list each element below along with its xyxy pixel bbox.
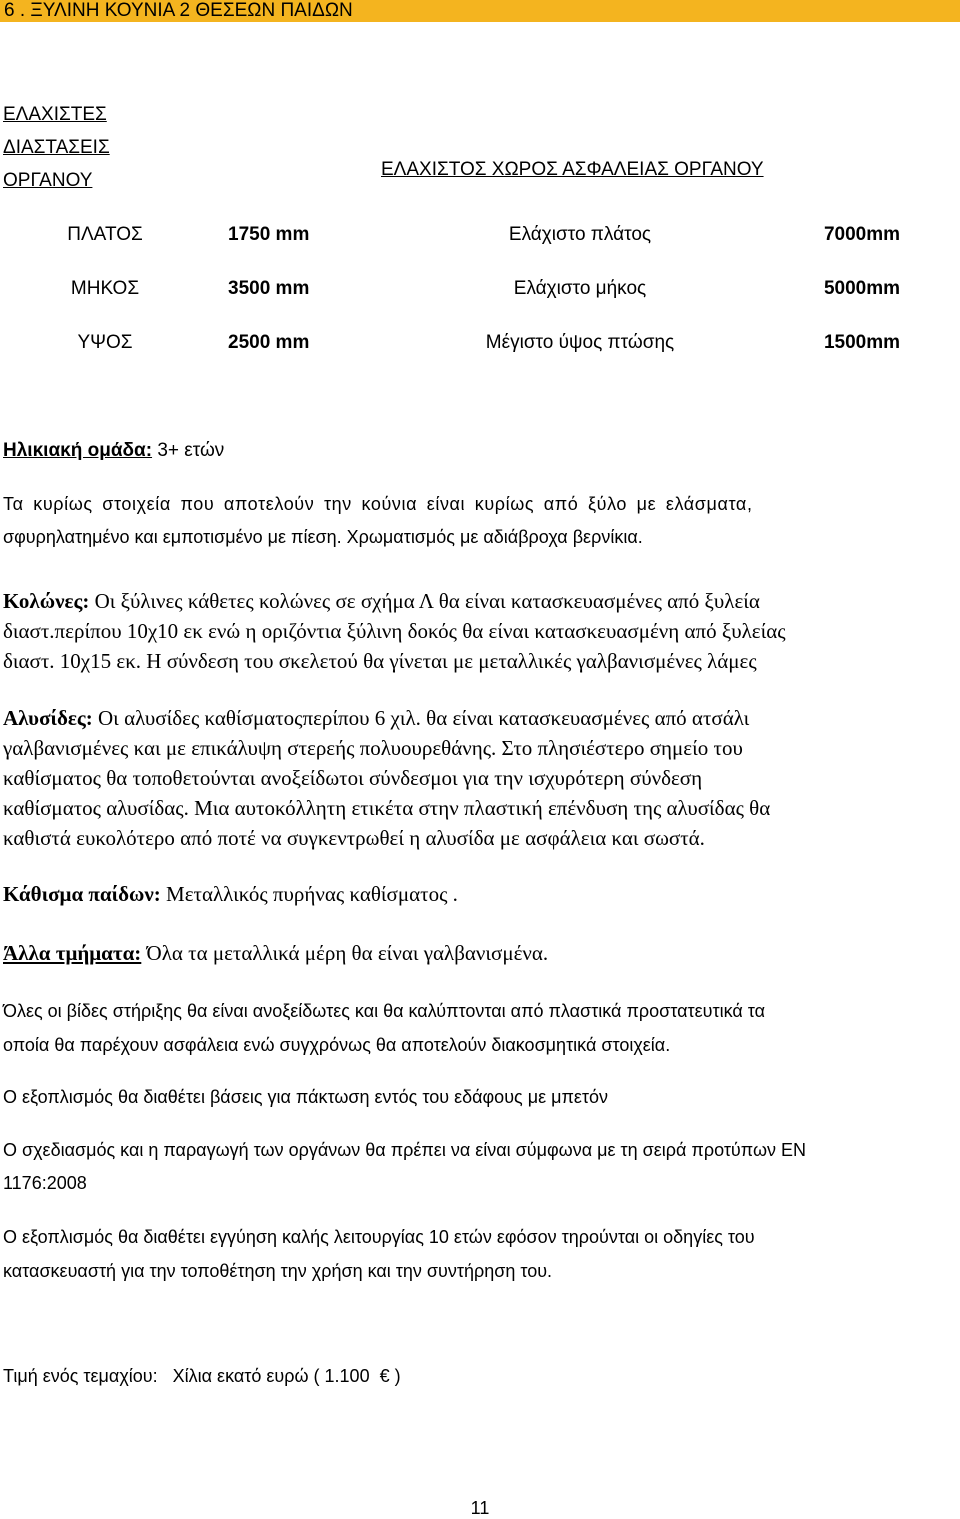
min-dimensions-heading-line-2: ΔΙΑΣΤΑΣΕΙΣ: [3, 137, 110, 158]
dimension-label: ΠΛΑΤΟΣ: [67, 224, 143, 245]
min-dimensions-heading-line-1: ΕΛΑΧΙΣΤΕΣ: [3, 104, 107, 125]
min-dimensions-heading-line-3: ΟΡΓΑΝΟΥ: [3, 170, 93, 191]
safety-description: Μέγιστο ύψος πτώσης: [485, 332, 675, 353]
safety-description: Ελάχιστο μήκος: [513, 278, 647, 299]
materials-line-2: σφυρηλατημένο και εμποτισμένο με πίεση. Χρωματισμός με αδιάβροχα βερνίκια.: [3, 527, 643, 547]
chains-line-1: [3, 706, 749, 731]
dimension-row-length: [0, 276, 960, 302]
dimension-value: 1750 mm: [228, 224, 310, 245]
chains-line-4: καθίσματος αλυσίδας. Μια αυτοκόλλητη ετικέτα στην πλαστική επένδυση της αλυσίδας θα: [3, 796, 771, 820]
unit-price: Τιμή ενός τεμαχίου: Χίλια εκατό ευρώ ( 1.100 € ): [3, 1366, 401, 1386]
chains-text: Οι αλυσίδες καθίσματοςπερίπου 6 χιλ. θα είναι κατασκευασμένες από ατσάλι: [92, 706, 750, 730]
dimension-value: 3500 mm: [228, 278, 310, 299]
seat-label: Κάθισμα παίδων:: [3, 882, 161, 906]
page-number: 11: [470, 1498, 490, 1518]
warranty-line-2: κατασκευαστή για την τοποθέτηση την χρήση και την συντήρηση του.: [3, 1261, 553, 1281]
chains-line-3: καθίσματος θα τοποθετούνται ανοξείδωτοι σύνδεσμοι για την ισχυρότερη σύνδεση: [3, 766, 703, 790]
seat-value: Μεταλλικός πυρήνας καθίσματος .: [160, 882, 458, 906]
standard-line-2: 1176:2008: [3, 1173, 87, 1193]
section-title-bar: [0, 0, 960, 22]
columns-line-2: διαστ.περίπου 10χ10 εκ ενώ η οριζόντια ξύλινη δοκός θα είναι κατασκευασμένη από ξυλείας: [3, 619, 786, 643]
bolts-line-1: Όλες οι βίδες στήριξης θα είναι ανοξείδωτες και θα καλύπτονται από πλαστικά προστατευτικά τα: [3, 1001, 766, 1021]
safety-value: 1500mm: [823, 332, 900, 353]
chains-line-5: καθιστά ευκολότερο από ποτέ να συγκεντρωθεί η αλυσίδα με ασφάλεια και σωστά.: [3, 826, 705, 850]
other-parts-value: Όλα τα μεταλλικά μέρη θα είναι γαλβανισμένα.: [141, 941, 549, 965]
chains-line-2: γαλβανισμένες και με επικάλυψη στερεής πολυουρεθάνης. Στο πλησιέστερο σημείο του: [3, 736, 743, 760]
warranty-line-1: Ο εξοπλισμός θα διαθέτει εγγύηση καλής λειτουργίας 10 ετών εφόσον τηρούνται οι οδηγίες του: [3, 1227, 755, 1247]
materials-line-1: Τα κυρίως στοιχεία που αποτελούν την κούνια είναι κυρίως από ξύλο με ελάσματα,: [3, 494, 753, 514]
section-title: 6 . ΞΥΛΙΝΗ ΚΟΥΝΙΑ 2 ΘΕΣΕΩΝ ΠΑΙΔΩΝ: [4, 0, 353, 21]
safety-value: 5000mm: [823, 278, 900, 299]
dimension-value: 2500 mm: [228, 332, 310, 353]
seat-line: [3, 882, 458, 907]
columns-label: Κολώνες:: [3, 589, 90, 613]
other-parts-line: [3, 941, 548, 966]
foundation-line: Ο εξοπλισμός θα διαθέτει βάσεις για πάκτωση εντός του εδάφους με μπετόν: [3, 1087, 609, 1107]
standard-line-1: Ο σχεδιασμός και η παραγωγή των οργάνων θα πρέπει να είναι σύμφωνα με τη σειρά προτύπων ΕΝ: [3, 1140, 807, 1160]
dimension-label: ΥΨΟΣ: [77, 332, 133, 353]
columns-line-1: [3, 589, 760, 614]
age-group-label: Ηλικιακή ομάδα:: [3, 440, 153, 461]
safety-description: Ελάχιστο πλάτος: [508, 224, 652, 245]
chains-label: Αλυσίδες:: [3, 706, 93, 730]
columns-line-3: διαστ. 10χ15 εκ. Η σύνδεση του σκελετού θα γίνεται με μεταλλικές γαλβανισμένες λάμες: [3, 649, 757, 673]
dimension-row-height: [0, 330, 960, 356]
dimension-row-width: [0, 222, 960, 248]
age-group-value: 3+ ετών: [152, 440, 225, 461]
safety-value: 7000mm: [823, 224, 900, 245]
columns-text: Οι ξύλινες κάθετες κολώνες σε σχήμα Λ θα είναι κατασκευασμένες από ξυλεία: [89, 589, 760, 613]
age-group: [3, 440, 224, 462]
dimension-label: ΜΗΚΟΣ: [70, 278, 140, 299]
safety-space-heading: ΕΛΑΧΙΣΤΟΣ ΧΩΡΟΣ ΑΣΦΑΛΕΙΑΣ ΟΡΓΑΝΟΥ: [381, 159, 764, 180]
bolts-line-2: οποία θα παρέχουν ασφάλεια ενώ συγχρόνως θα αποτελούν διακοσμητικά στοιχεία.: [3, 1035, 671, 1055]
other-parts-label: Άλλα τμήματα:: [3, 941, 142, 965]
